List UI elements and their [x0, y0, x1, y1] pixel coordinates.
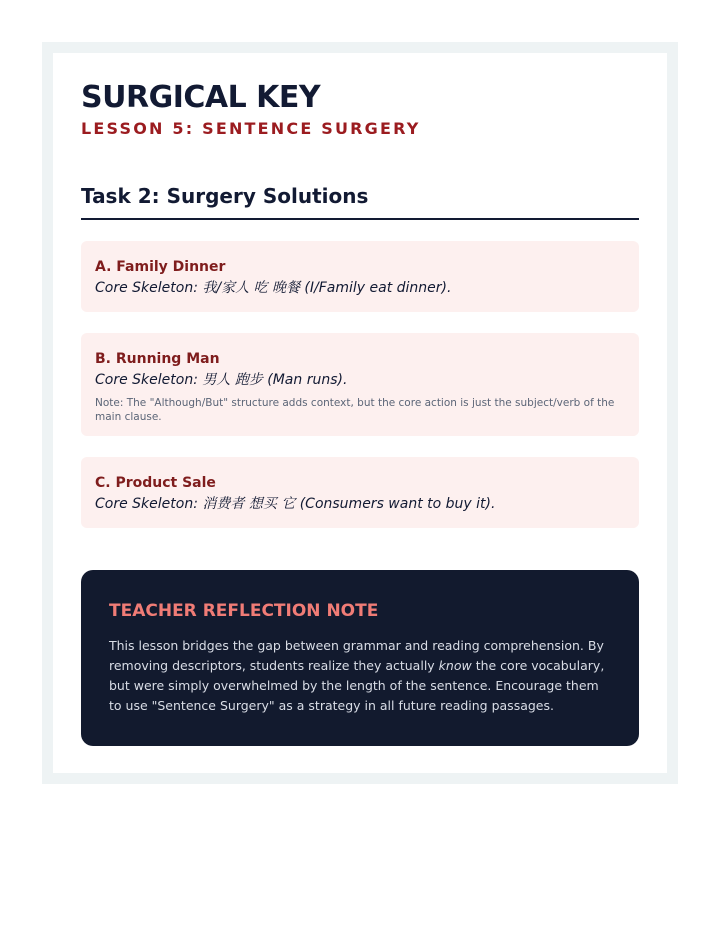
solution-note: Note: The "Although/But" structure adds context, but the core action is just the subject/verb of the main clause.	[95, 397, 615, 423]
core-skeleton: Core Skeleton: 消费者 想买 它 (Consumers want to buy it).	[95, 496, 496, 512]
task-heading: Task 2: Surgery Solutions	[81, 184, 369, 208]
teacher-note-title: TEACHER REFLECTION NOTE	[109, 601, 379, 621]
lesson-subtitle: LESSON 5: SENTENCE SURGERY	[81, 119, 421, 138]
solution-card-a	[81, 241, 639, 312]
teacher-note-emphasis: know	[438, 658, 472, 673]
teacher-note-text-after: the core vocabulary, but were simply overwhelmed by the length of the sentence. Encourage them to use "Sentence Surgery" as a strategy in all future reading passages.	[109, 658, 605, 713]
core-skeleton: Core Skeleton: 男人 跑步 (Man runs).	[95, 372, 348, 388]
core-skeleton: Core Skeleton: 我/家人 吃 晚餐 (I/Family eat dinner).	[95, 280, 452, 296]
teacher-note-body	[109, 636, 611, 716]
teacher-reflection-box	[81, 570, 639, 746]
solution-title: C. Product Sale	[95, 475, 216, 491]
solution-title: A. Family Dinner	[95, 259, 226, 275]
teacher-note-text-before: This lesson bridges the gap between grammar and reading comprehension. By removing descriptors, students realize they actually	[109, 638, 604, 673]
solution-card-b	[81, 333, 639, 436]
solution-title: B. Running Man	[95, 351, 220, 367]
document-title: SURGICAL KEY	[81, 80, 321, 115]
heading-divider	[81, 218, 639, 220]
solution-card-c	[81, 457, 639, 528]
